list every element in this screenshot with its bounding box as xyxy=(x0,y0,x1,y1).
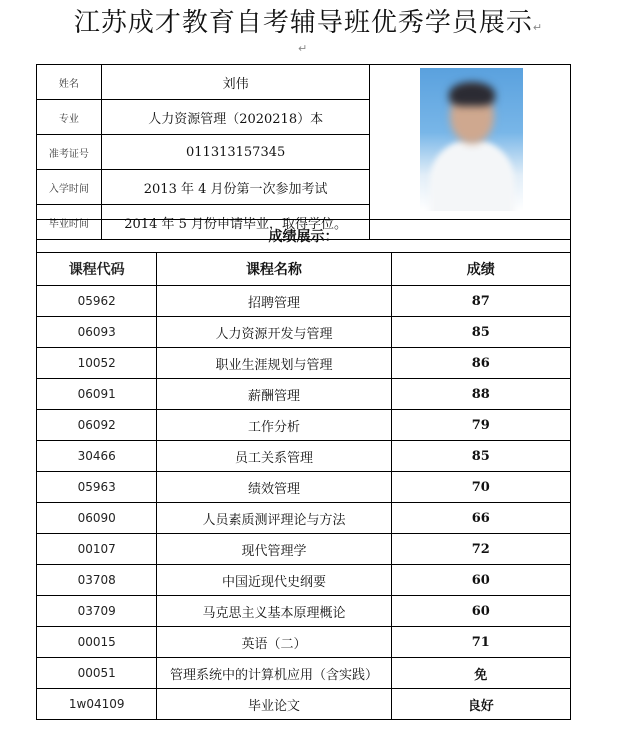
table-row xyxy=(37,503,571,534)
course-code: 03708 xyxy=(37,565,157,596)
table-row xyxy=(37,286,571,317)
course-name: 毕业论文 xyxy=(157,689,391,720)
course-name: 马克思主义基本原理概论 xyxy=(157,596,391,627)
table-row xyxy=(37,534,571,565)
course-code: 05962 xyxy=(37,286,157,317)
course-score: 85 xyxy=(391,317,570,348)
scores-table xyxy=(36,219,571,720)
info-value: 011313157345 xyxy=(101,135,370,170)
course-score: 85 xyxy=(391,441,570,472)
column-header: 课程名称 xyxy=(157,253,391,286)
info-label: 准考证号 xyxy=(37,135,102,170)
course-code: 06091 xyxy=(37,379,157,410)
course-score: 72 xyxy=(391,534,570,565)
section-title: 成绩展示： xyxy=(37,220,571,253)
info-label: 毕业时间 xyxy=(37,205,102,240)
course-name: 管理系统中的计算机应用（含实践） xyxy=(157,658,391,689)
table-row xyxy=(37,410,571,441)
section-row xyxy=(37,220,571,253)
course-score: 71 xyxy=(391,627,570,658)
table-row xyxy=(37,441,571,472)
course-name: 中国近现代史纲要 xyxy=(157,565,391,596)
course-score: 88 xyxy=(391,379,570,410)
course-score: 60 xyxy=(391,596,570,627)
paragraph-mark-icon: ↵ xyxy=(298,42,308,55)
photo-body xyxy=(430,140,514,211)
info-row xyxy=(37,65,571,100)
course-name: 现代管理学 xyxy=(157,534,391,565)
course-code: 06092 xyxy=(37,410,157,441)
course-name: 薪酬管理 xyxy=(157,379,391,410)
course-score: 87 xyxy=(391,286,570,317)
table-row xyxy=(37,317,571,348)
course-code: 06090 xyxy=(37,503,157,534)
course-name: 员工关系管理 xyxy=(157,441,391,472)
info-value: 刘伟 xyxy=(101,65,370,100)
table-row xyxy=(37,565,571,596)
course-name: 英语（二） xyxy=(157,627,391,658)
table-row xyxy=(37,348,571,379)
course-code: 03709 xyxy=(37,596,157,627)
table-row xyxy=(37,379,571,410)
course-code: 00051 xyxy=(37,658,157,689)
table-row xyxy=(37,596,571,627)
course-name: 人员素质测评理论与方法 xyxy=(157,503,391,534)
course-code: 30466 xyxy=(37,441,157,472)
info-value: 2013 年 4 月份第一次参加考试 xyxy=(101,170,370,205)
course-code: 00107 xyxy=(37,534,157,565)
table-row xyxy=(37,689,571,720)
course-score: 86 xyxy=(391,348,570,379)
info-value: 人力资源管理（2020218）本 xyxy=(101,100,370,135)
title-text: 江苏成才教育自考辅导班优秀学员展示 xyxy=(73,8,533,38)
student-photo xyxy=(420,68,523,211)
paragraph-mark-icon: ↵ xyxy=(532,21,544,34)
course-name: 绩效管理 xyxy=(157,472,391,503)
info-label: 姓名 xyxy=(37,65,102,100)
course-name: 工作分析 xyxy=(157,410,391,441)
course-name: 职业生涯规划与管理 xyxy=(157,348,391,379)
course-score: 良好 xyxy=(391,689,570,720)
table-row xyxy=(37,658,571,689)
table-row xyxy=(37,627,571,658)
info-label: 入学时间 xyxy=(37,170,102,205)
student-info-table xyxy=(36,64,571,240)
course-score: 免 xyxy=(391,658,570,689)
course-code: 00015 xyxy=(37,627,157,658)
column-header: 成绩 xyxy=(391,253,570,286)
info-label: 专业 xyxy=(37,100,102,135)
course-code: 05963 xyxy=(37,472,157,503)
table-row xyxy=(37,472,571,503)
photo-hair xyxy=(449,82,495,106)
course-code: 1w04109 xyxy=(37,689,157,720)
info-value: 2014 年 5 月份申请毕业，取得学位。 xyxy=(101,205,370,240)
column-header: 课程代码 xyxy=(37,253,157,286)
course-code: 10052 xyxy=(37,348,157,379)
course-name: 人力资源开发与管理 xyxy=(157,317,391,348)
page-title xyxy=(0,2,617,39)
course-score: 66 xyxy=(391,503,570,534)
photo-cell xyxy=(370,65,571,240)
header-row xyxy=(37,253,571,286)
course-score: 79 xyxy=(391,410,570,441)
course-score: 60 xyxy=(391,565,570,596)
course-code: 06093 xyxy=(37,317,157,348)
course-score: 70 xyxy=(391,472,570,503)
course-name: 招聘管理 xyxy=(157,286,391,317)
